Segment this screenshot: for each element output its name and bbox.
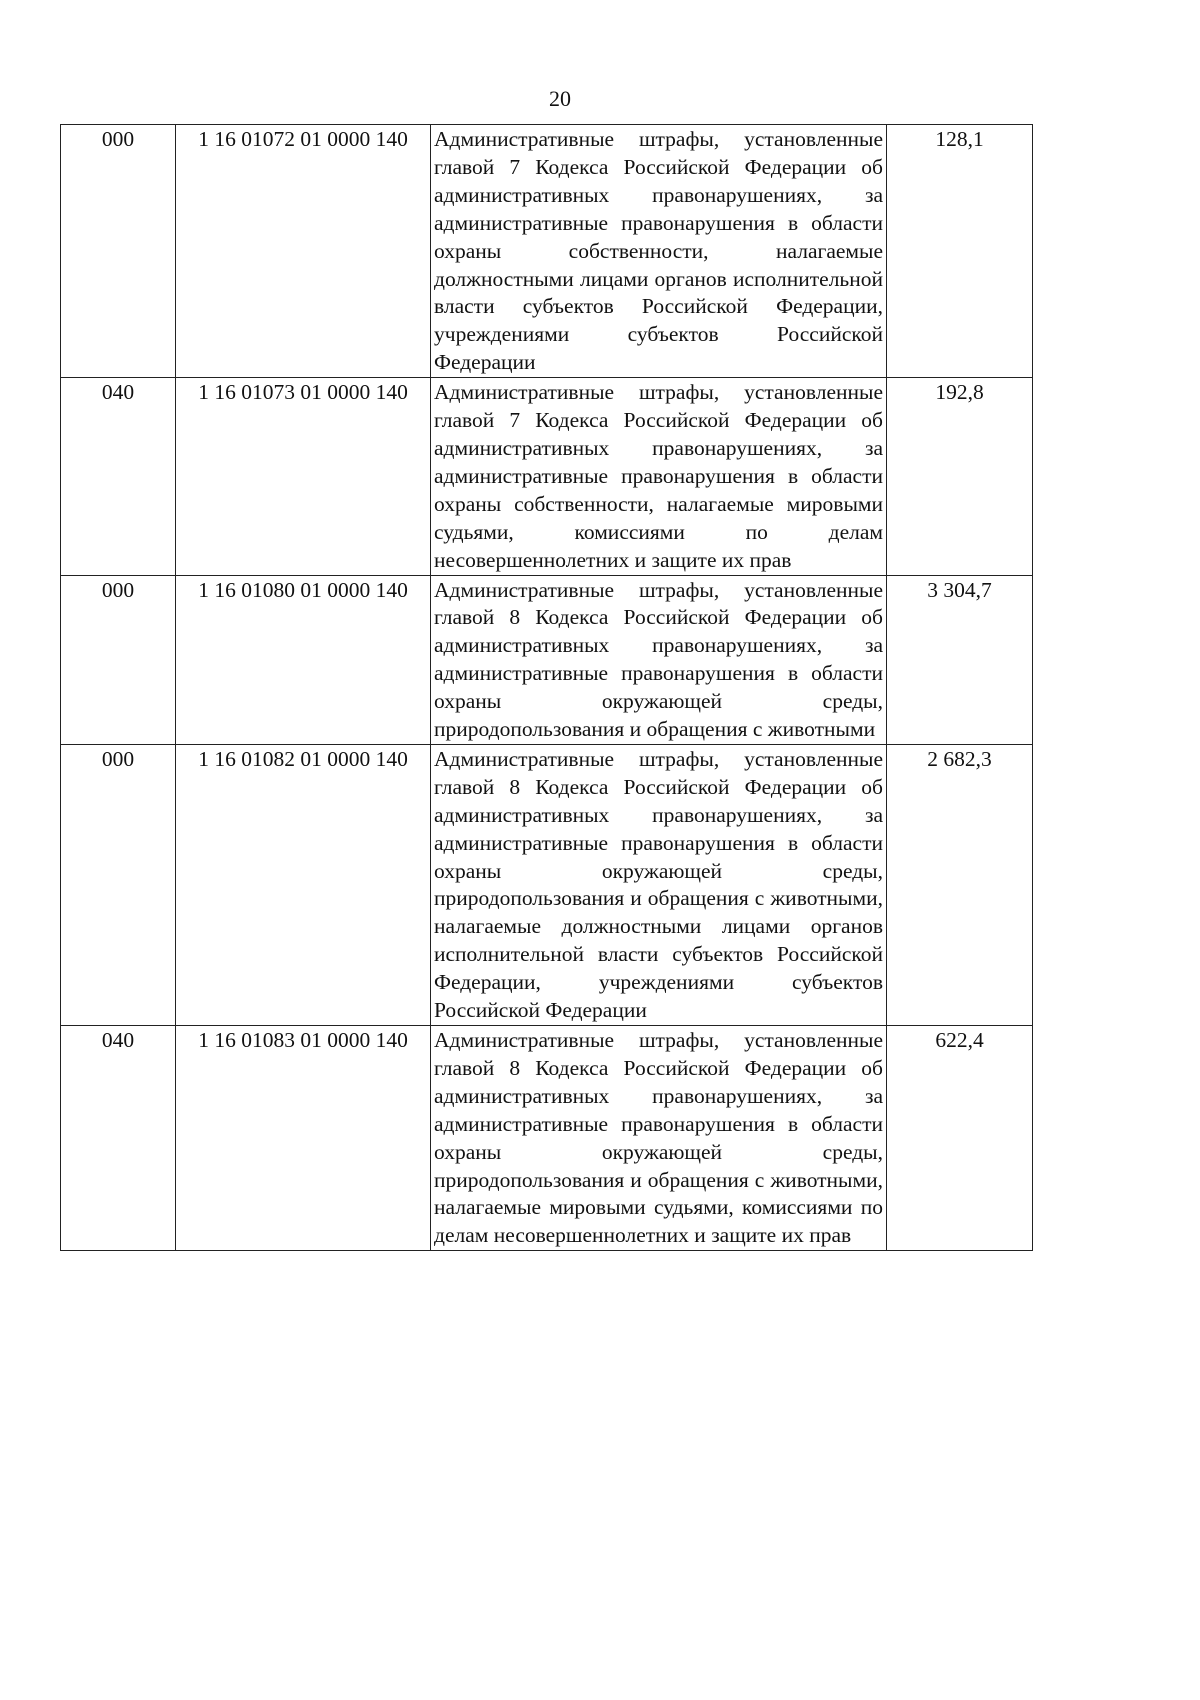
admin-code-cell: 040	[61, 1026, 176, 1251]
income-name-cell	[431, 744, 887, 1025]
table-row	[61, 575, 1033, 744]
income-name-cell	[431, 125, 887, 378]
admin-code-cell: 000	[61, 575, 176, 744]
kbk-code-cell: 1 16 01072 01 0000 140	[176, 125, 431, 378]
kbk-code-cell: 1 16 01082 01 0000 140	[176, 744, 431, 1025]
page-number: 20	[549, 86, 571, 111]
amount-cell: 128,1	[887, 125, 1033, 378]
amount-cell: 2 682,3	[887, 744, 1033, 1025]
table-row	[61, 378, 1033, 575]
kbk-code-cell: 1 16 01080 01 0000 140	[176, 575, 431, 744]
admin-code-cell: 000	[61, 744, 176, 1025]
income-name-text: Административные штрафы, установленные главой 8 Кодекса Российской Федерации об административных правонарушениях, за административные правонарушения в области охраны окружающей среды, природопользования и обращения с животными, налагаемые должностными лицами органов исполнительной власти субъектов Российской Федерации, учреждениями субъектов Российской Федерации	[434, 746, 883, 1023]
table-row	[61, 125, 1033, 378]
kbk-code-cell: 1 16 01083 01 0000 140	[176, 1026, 431, 1251]
admin-code-cell: 000	[61, 125, 176, 378]
revenue-table	[60, 124, 1033, 1251]
kbk-code-cell: 1 16 01073 01 0000 140	[176, 378, 431, 575]
income-name-text: Административные штрафы, установленные главой 7 Кодекса Российской Федерации об административных правонарушениях, за административные правонарушения в области охраны собственности, налагаемые мировыми судьями, комиссиями по делам несовершеннолетних и защите их прав	[434, 380, 883, 572]
amount-cell: 622,4	[887, 1026, 1033, 1251]
income-name-text: Административные штрафы, установленные главой 8 Кодекса Российской Федерации об административных правонарушениях, за административные правонарушения в области охраны окружающей среды, природопользования и обращения с животными	[434, 577, 883, 742]
amount-cell: 3 304,7	[887, 575, 1033, 744]
admin-code-cell: 040	[61, 378, 176, 575]
amount-cell: 192,8	[887, 378, 1033, 575]
income-name-cell	[431, 575, 887, 744]
table-row	[61, 744, 1033, 1025]
income-name-cell	[431, 1026, 887, 1251]
table-row	[61, 1026, 1033, 1251]
income-name-text: Административные штрафы, установленные главой 8 Кодекса Российской Федерации об административных правонарушениях, за административные правонарушения в области охраны окружающей среды, природопользования и обращения с животными, налагаемые мировыми судьями, комиссиями по делам несовершеннолетних и защите их прав	[434, 1028, 883, 1248]
income-name-cell	[431, 378, 887, 575]
income-name-text: Административные штрафы, установленные главой 7 Кодекса Российской Федерации об административных правонарушениях, за административные правонарушения в области охраны собственности, налагаемые должностными лицами органов исполнительной власти субъектов Российской Федерации, учреждениями субъектов Российской Федерации	[434, 127, 883, 375]
